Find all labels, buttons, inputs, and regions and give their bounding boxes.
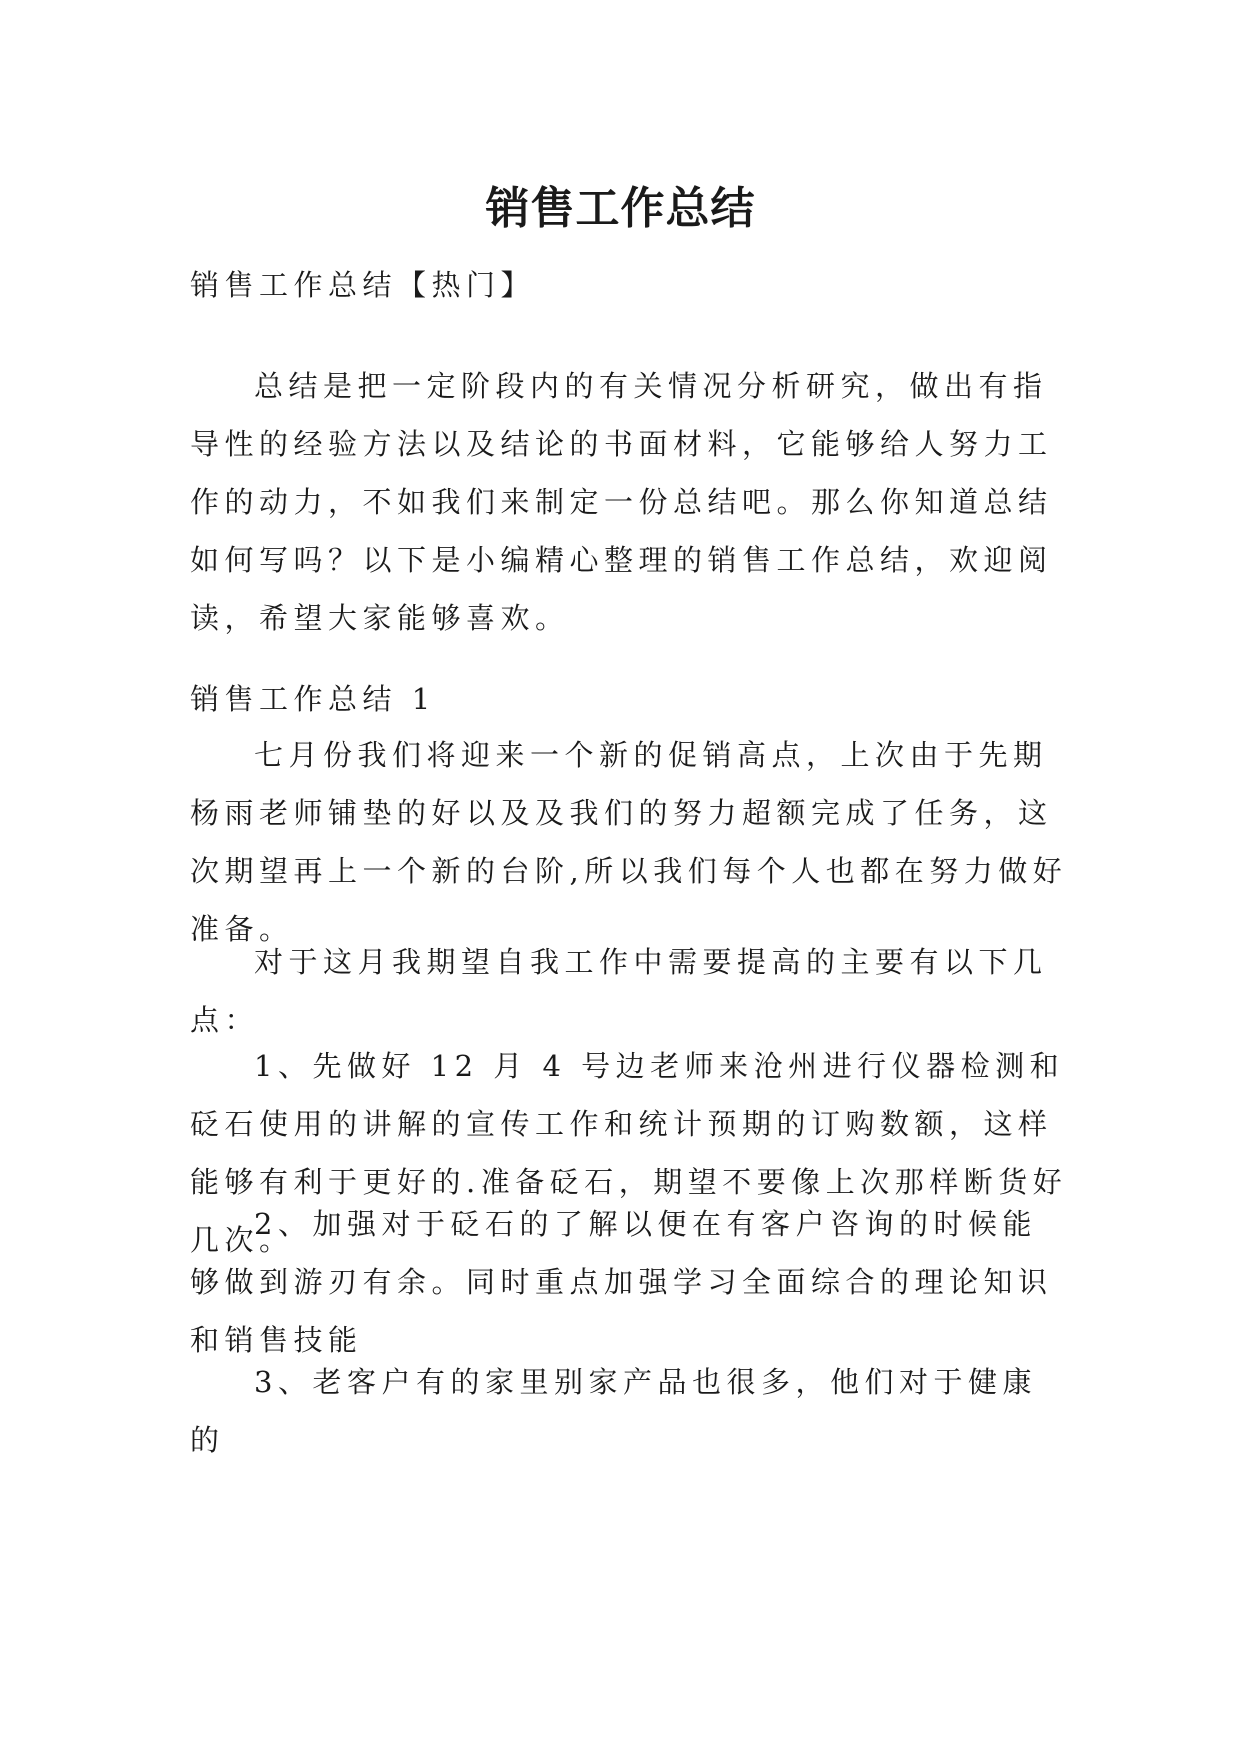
document-subtitle: 销售工作总结【热门】 <box>190 268 536 302</box>
document-title: 销售工作总结 <box>485 183 756 235</box>
list-item: 3、老客户有的家里别家产品也很多，他们对于健康的 <box>190 1365 1037 1457</box>
section-heading: 销售工作总结 1 <box>190 682 436 716</box>
list-item: 1、先做好 12 月 4 号边老师来沧州进行仪器检测和砭石使用的讲解的宣传工作和统计预期的订购数额，这样能够有利于更好的.准备砭石，期望不要像上次那样断货好几次。 <box>190 1049 1068 1257</box>
intro-paragraph: 总结是把一定阶段内的有关情况分析研究，做出有指导性的经验方法以及结论的书面材料，它能够给人努力工作的动力，不如我们来制定一份总结吧。那么你知道总结如何写吗？以下是小编精心整理的销售工作总结，欢迎阅读，希望大家能够喜欢。 <box>190 369 1053 635</box>
section-paragraph: 七月份我们将迎来一个新的促销高点，上次由于先期杨雨老师铺垫的好以及及我们的努力超额完成了任务，这次期望再上一个新的台阶,所以我们每个人也都在努力做好准备。 <box>190 738 1068 946</box>
section-paragraph: 对于这月我期望自我工作中需要提高的主要有以下几点： <box>190 945 1048 1037</box>
list-item: 2、加强对于砭石的了解以便在有客户咨询的时候能够做到游刃有余。同时重点加强学习全面综合的理论知识和销售技能 <box>190 1207 1053 1357</box>
